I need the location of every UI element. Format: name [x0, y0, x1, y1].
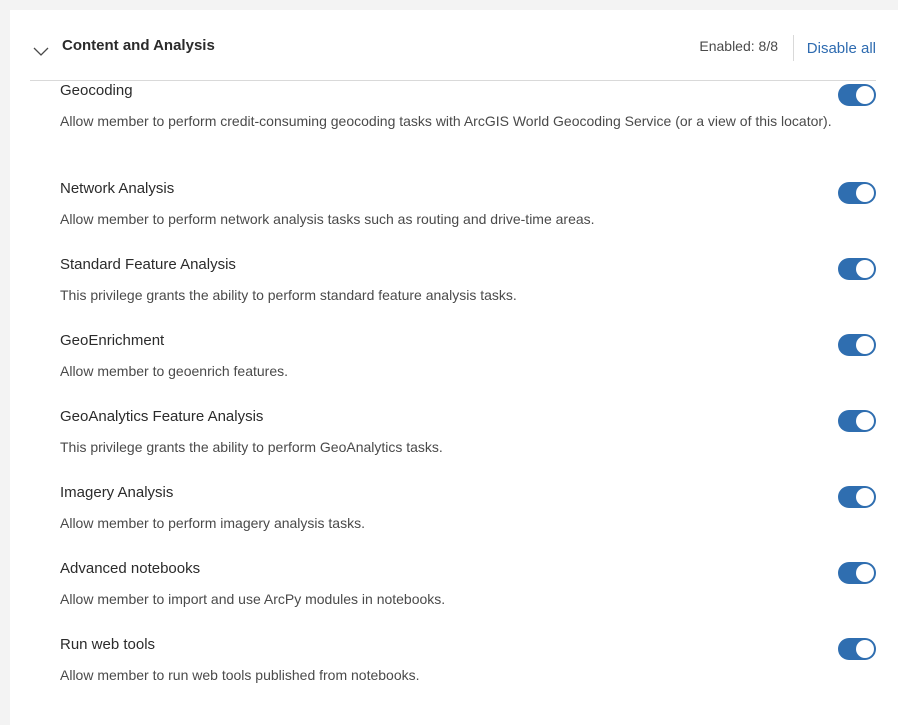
network-analysis-toggle[interactable]	[838, 182, 876, 204]
privilege-title: Run web tools	[60, 636, 156, 653]
toggle-knob	[856, 184, 874, 202]
privilege-item-advanced-notebooks	[60, 560, 876, 620]
privilege-description: Allow member to import and use ArcPy modules in notebooks.	[60, 591, 446, 607]
privilege-description: This privilege grants the ability to perform GeoAnalytics tasks.	[60, 439, 443, 455]
privilege-item-geocoding	[60, 82, 876, 172]
privilege-item-run-web-tools	[60, 636, 876, 696]
run-web-tools-toggle[interactable]	[838, 638, 876, 660]
toggle-knob	[856, 260, 874, 278]
privilege-item-geoenrichment	[60, 332, 876, 392]
privilege-title: Network Analysis	[60, 180, 175, 197]
toggle-knob	[856, 488, 874, 506]
privilege-item-imagery-analysis	[60, 484, 876, 544]
toggle-knob	[856, 86, 874, 104]
toggle-knob	[856, 412, 874, 430]
imagery-analysis-toggle[interactable]	[838, 486, 876, 508]
standard-feature-analysis-toggle[interactable]	[838, 258, 876, 280]
advanced-notebooks-toggle[interactable]	[838, 562, 876, 584]
toggle-knob	[856, 336, 874, 354]
privilege-item-geoanalytics-feature-analysis	[60, 408, 876, 468]
privilege-title: GeoAnalytics Feature Analysis	[60, 408, 264, 425]
privilege-item-network-analysis	[60, 180, 876, 240]
privilege-description: Allow member to perform network analysis tasks such as routing and drive-time areas.	[60, 211, 595, 227]
privilege-title: Geocoding	[60, 82, 133, 99]
geoanalytics-feature-analysis-toggle[interactable]	[838, 410, 876, 432]
disable-all-button[interactable]: Disable all	[806, 40, 876, 57]
privilege-description: Allow member to perform imagery analysis tasks.	[60, 515, 365, 531]
section-title[interactable]: Content and Analysis	[62, 37, 215, 54]
geocoding-toggle[interactable]	[838, 84, 876, 106]
privilege-description: Allow member to perform credit-consuming geocoding tasks with ArcGIS World Geocoding Service (or a view of this locator).	[60, 113, 832, 129]
content-and-analysis-panel	[10, 10, 898, 725]
privilege-description: Allow member to geoenrich features.	[60, 363, 288, 379]
privilege-description: Allow member to run web tools published from notebooks.	[60, 667, 420, 683]
privilege-title: Standard Feature Analysis	[60, 256, 236, 273]
privilege-title: GeoEnrichment	[60, 332, 165, 349]
chevron-down-icon[interactable]	[32, 42, 50, 60]
toggle-knob	[856, 640, 874, 658]
section-header	[30, 34, 876, 81]
privilege-title: Imagery Analysis	[60, 484, 174, 501]
toggle-knob	[856, 564, 874, 582]
divider	[793, 35, 794, 61]
privilege-description: This privilege grants the ability to perform standard feature analysis tasks.	[60, 287, 517, 303]
enabled-count: Enabled: 8/8	[699, 38, 778, 54]
geoenrichment-toggle[interactable]	[838, 334, 876, 356]
privilege-item-standard-feature-analysis	[60, 256, 876, 316]
privilege-title: Advanced notebooks	[60, 560, 201, 577]
